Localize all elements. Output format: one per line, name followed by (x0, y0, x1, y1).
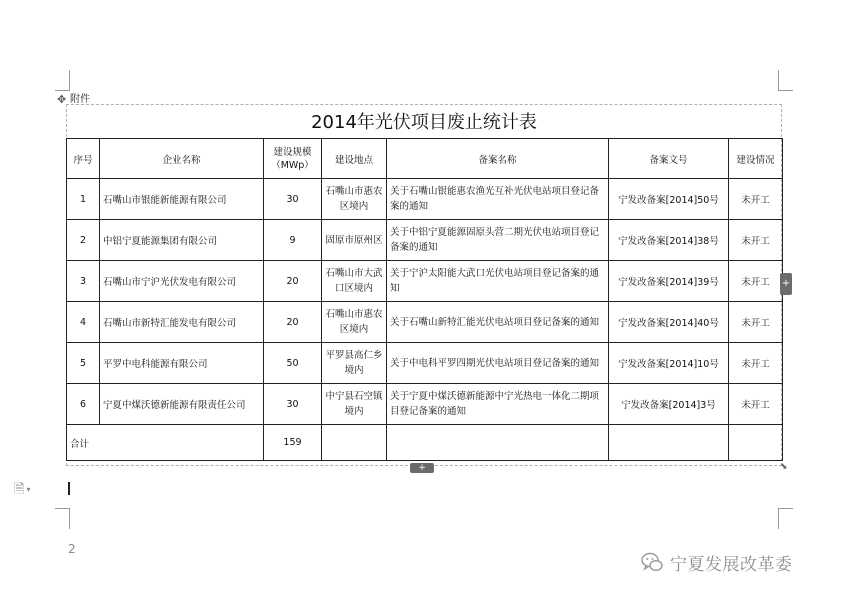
cell-company: 平罗中电科能源有限公司 (100, 343, 264, 384)
header-seq: 序号 (67, 139, 100, 179)
document-options-button[interactable] (14, 480, 30, 502)
cell-filing-no: 宁发改备案[2014]38号 (609, 220, 729, 261)
table-row (67, 384, 783, 425)
header-company: 企业名称 (100, 139, 264, 179)
header-location: 建设地点 (322, 139, 387, 179)
cell-status: 未开工 (729, 302, 783, 343)
cell-scale: 30 (264, 179, 322, 220)
watermark (640, 549, 793, 575)
cell-status: 未开工 (729, 261, 783, 302)
cell-seq: 5 (67, 343, 100, 384)
cell-status: 未开工 (729, 343, 783, 384)
cell-company: 宁夏中煤沃德新能源有限责任公司 (100, 384, 264, 425)
page-title: 2014年光伏项目废止统计表 (311, 112, 537, 133)
table-row (67, 220, 783, 261)
cell-scale: 20 (264, 261, 322, 302)
cell-seq: 3 (67, 261, 100, 302)
cell-company: 中铝宁夏能源集团有限公司 (100, 220, 264, 261)
cell-filing-no: 宁发改备案[2014]50号 (609, 179, 729, 220)
cell-filing-no: 宁发改备案[2014]39号 (609, 261, 729, 302)
header-filing-name: 备案名称 (387, 139, 609, 179)
crop-mark-top-left (55, 70, 70, 91)
cell-scale: 30 (264, 384, 322, 425)
table-move-icon[interactable]: ✥ (57, 93, 67, 106)
header-status: 建设情况 (729, 139, 783, 179)
table-resize-icon[interactable]: ⬊ (780, 462, 788, 472)
cell-empty (729, 425, 783, 461)
cell-empty (387, 425, 609, 461)
table-header-row (67, 139, 783, 179)
cell-location: 石嘴山市惠农区境内 (322, 179, 387, 220)
table-row (67, 343, 783, 384)
crop-mark-bottom-left (55, 508, 70, 529)
header-scale (264, 139, 322, 179)
cell-scale: 50 (264, 343, 322, 384)
wechat-icon (640, 550, 664, 574)
cell-filing-name: 关于石嘴山新特汇能光伏电站项目登记备案的通知 (387, 302, 609, 343)
cell-seq: 4 (67, 302, 100, 343)
text-cursor (68, 482, 70, 495)
cell-filing-name: 关于石嘴山银能惠农渔光互补光伏电站项目登记备案的通知 (387, 179, 609, 220)
cell-seq: 6 (67, 384, 100, 425)
cell-location: 石嘴山市惠农区境内 (322, 302, 387, 343)
cell-filing-no: 宁发改备案[2014]40号 (609, 302, 729, 343)
header-filing-no: 备案文号 (609, 139, 729, 179)
cell-total-label: 合计 (67, 425, 264, 461)
plus-icon: + (418, 463, 426, 473)
cell-company: 石嘴山市银能新能源有限公司 (100, 179, 264, 220)
cell-status: 未开工 (729, 220, 783, 261)
crop-mark-top-right (778, 70, 793, 91)
cell-seq: 1 (67, 179, 100, 220)
table-total-row (67, 425, 783, 461)
cell-company: 石嘴山市新特汇能发电有限公司 (100, 302, 264, 343)
cell-status: 未开工 (729, 179, 783, 220)
cell-filing-no: 宁发改备案[2014]10号 (609, 343, 729, 384)
crop-mark-bottom-right (778, 508, 793, 529)
cell-filing-name: 关于宁沪太阳能大武口光伏电站项目登记备案的通知 (387, 261, 609, 302)
add-row-button[interactable] (410, 463, 434, 473)
table-row (67, 261, 783, 302)
cell-filing-name: 关于宁夏中煤沃德新能源中宁光热电一体化二期项目登记备案的通知 (387, 384, 609, 425)
cell-empty (322, 425, 387, 461)
chevron-down-icon: ▾ (26, 485, 31, 494)
table-row (67, 302, 783, 343)
cell-seq: 2 (67, 220, 100, 261)
cell-filing-name: 关于中电科平罗四期光伏电站项目登记备案的通知 (387, 343, 609, 384)
plus-icon: + (781, 278, 791, 289)
cell-status: 未开工 (729, 384, 783, 425)
header-scale-line2: （MWp） (271, 159, 314, 171)
page-number: 2 (68, 542, 76, 556)
cell-total-scale: 159 (264, 425, 322, 461)
cell-location: 平罗县高仁乡境内 (322, 343, 387, 384)
add-column-button[interactable] (780, 273, 792, 295)
header-scale-line1: 建设规模 (273, 146, 312, 158)
cell-location: 石嘴山市大武口区境内 (322, 261, 387, 302)
statistics-table (66, 138, 783, 461)
watermark-text: 宁夏发展改革委 (670, 554, 793, 575)
cell-scale: 20 (264, 302, 322, 343)
table-row (67, 179, 783, 220)
cell-empty (609, 425, 729, 461)
document-icon: 🗎 (14, 482, 25, 497)
attachment-label: 附件 (70, 94, 90, 105)
cell-scale: 9 (264, 220, 322, 261)
cell-company: 石嘴山市宁沪光伏发电有限公司 (100, 261, 264, 302)
cell-location: 固原市原州区 (322, 220, 387, 261)
cell-filing-no: 宁发改备案[2014]3号 (609, 384, 729, 425)
cell-location: 中宁县石空镇境内 (322, 384, 387, 425)
cell-filing-name: 关于中铝宁夏能源固原头营二期光伏电站项目登记备案的通知 (387, 220, 609, 261)
